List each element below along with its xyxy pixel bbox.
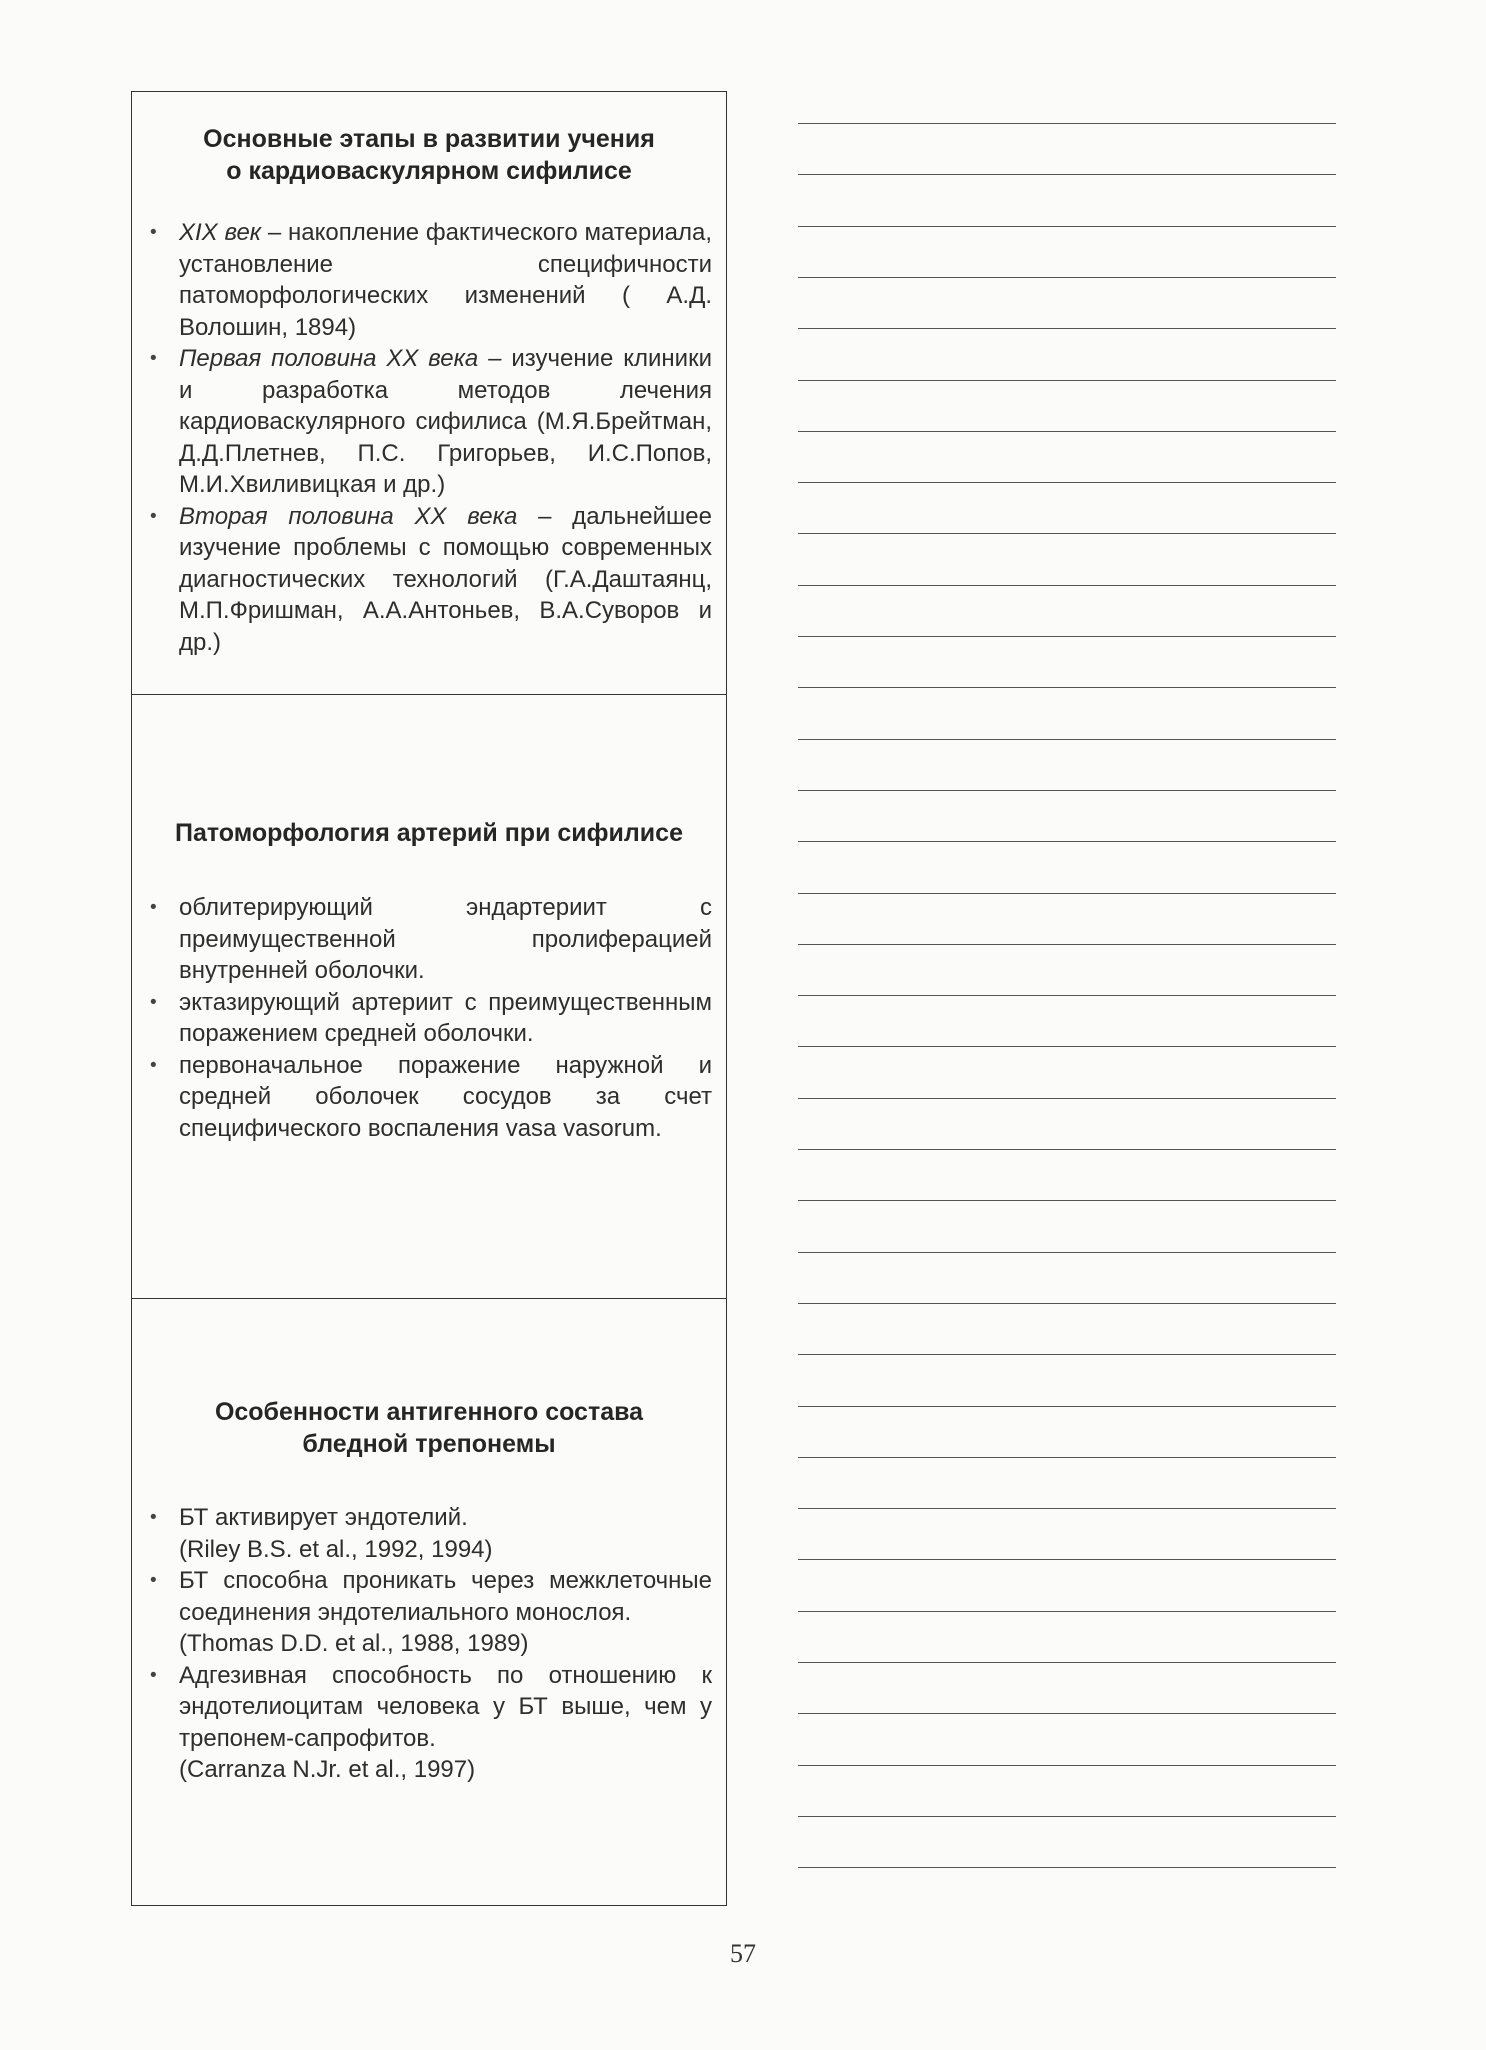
note-line (798, 687, 1336, 688)
note-line (798, 1406, 1336, 1407)
note-line (798, 482, 1336, 483)
list-item: • эктазирующий артериит с преимущественным поражением средней оболочки. (132, 987, 726, 1050)
slide-title: Патоморфология артерий при сифилисе (175, 819, 683, 847)
note-line (798, 1867, 1336, 1868)
note-line (798, 636, 1336, 637)
list-item: • Вторая половина XX века – дальнейшее изучение проблемы с помощью современных диагностических технологий (Г.А.Даштаянц, М.П.Фришман, А.А.Антоньев, В.А.Суворов и др.) (132, 501, 726, 659)
list-item: • первоначальное поражение наружной и средней оболочек сосудов за счет специфического воспаления vasa vasorum. (132, 1050, 726, 1145)
note-line (798, 1200, 1336, 1201)
note-line (798, 1713, 1336, 1714)
list-item: • Первая половина XX века – изучение клиники и разработка методов лечения кардиоваскулярного сифилиса (М.Я.Брейтман, Д.Д.Плетнев, П.С. Григорьев, И.С.Попов, М.И.Хвиливицкая и др.) (132, 343, 726, 501)
note-line (798, 1816, 1336, 1817)
page-number: 57 (730, 1939, 756, 1968)
list-item: • Адгезивная способность по отношению к эндотелиоцитам человека у БТ выше, чем у трепонем-сапрофитов. (Carranza N.Jr. et al., 1997) (132, 1660, 726, 1786)
note-line (798, 893, 1336, 894)
slide-title: Основные этапы в развитии учения о кардиоваскулярном сифилисе (203, 125, 655, 185)
note-line (798, 995, 1336, 996)
note-line (798, 380, 1336, 381)
note-line (798, 123, 1336, 124)
note-line (798, 944, 1336, 945)
note-line (798, 1354, 1336, 1355)
note-line (798, 1098, 1336, 1099)
note-line (798, 1303, 1336, 1304)
reference: (Carranza N.Jr. et al., 1997) (179, 1756, 476, 1783)
note-line (798, 841, 1336, 842)
list-item: • БТ активирует эндотелий. (Riley B.S. et al., 1992, 1994) (132, 1502, 726, 1565)
note-line (798, 585, 1336, 586)
list-item: • БТ способна проникать через межклеточные соединения эндотелиального монослоя. (Thomas D.D. et al., 1988, 1989) (132, 1565, 726, 1660)
note-line (798, 1149, 1336, 1150)
note-line (798, 1765, 1336, 1766)
slide-title: Особенности антигенного состава бледной трепонемы (214, 1398, 644, 1458)
list-item: • облитерирующий эндартериит с преимущественной пролиферацией внутренней оболочки. (132, 892, 726, 987)
reference: (Thomas D.D. et al., 1988, 1989) (179, 1630, 529, 1657)
note-line (798, 1559, 1336, 1560)
note-line (798, 1611, 1336, 1612)
note-line (798, 1046, 1336, 1047)
list-item: • XIX век – накопление фактического материала, установление специфичности патоморфологических изменений ( А.Д. Волошин, 1894) (132, 217, 726, 343)
note-line (798, 226, 1336, 227)
note-line (798, 174, 1336, 175)
note-line (798, 790, 1336, 791)
note-line (798, 533, 1336, 534)
note-line (798, 1508, 1336, 1509)
note-line (798, 1457, 1336, 1458)
note-line (798, 328, 1336, 329)
note-line (798, 277, 1336, 278)
note-line (798, 739, 1336, 740)
note-line (798, 1662, 1336, 1663)
reference: (Riley B.S. et al., 1992, 1994) (179, 1535, 493, 1563)
note-line (798, 1252, 1336, 1253)
note-line (798, 431, 1336, 432)
